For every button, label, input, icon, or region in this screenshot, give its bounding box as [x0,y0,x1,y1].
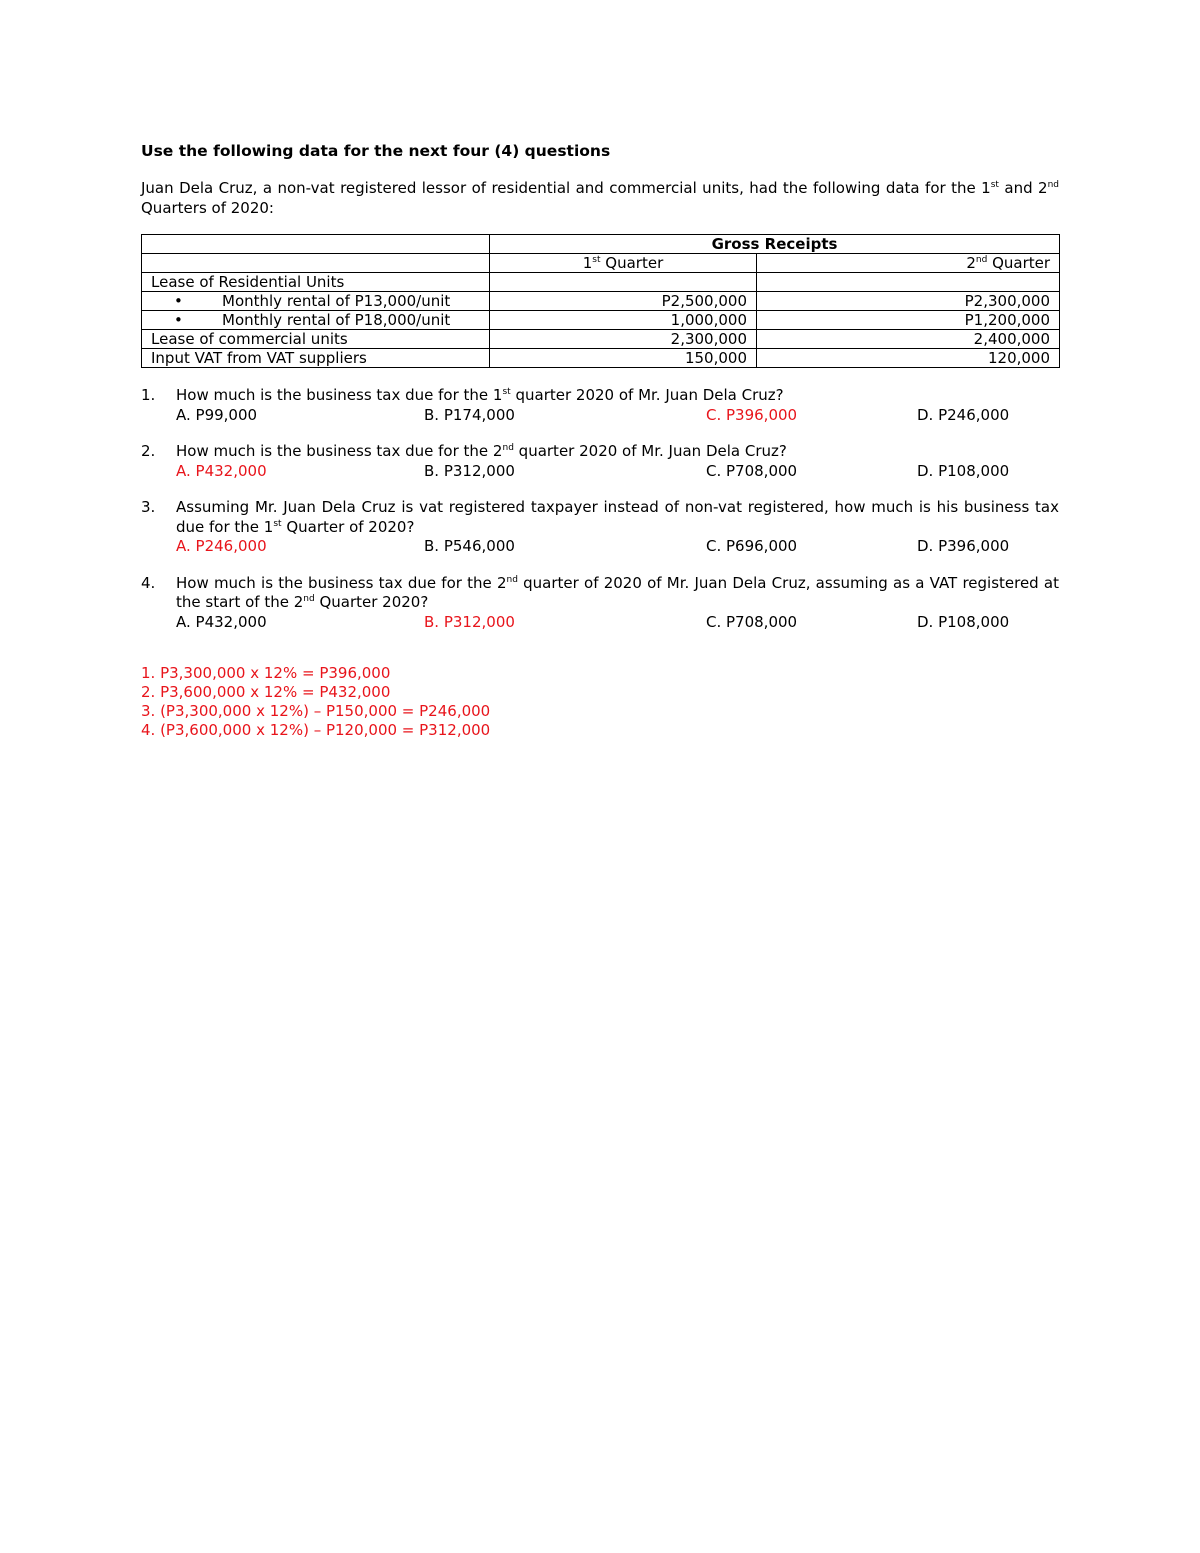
row-q1: 1,000,000 [490,311,757,330]
gross-receipts-header: Gross Receipts [490,235,1060,254]
intro-sup-1: st [990,180,999,190]
row-label: Input VAT from VAT suppliers [142,349,490,368]
question-text: Assuming Mr. Juan Dela Cruz is vat registered taxpayer instead of non-vat registered, how much is his business tax due for the 1st Quarter of 2020? [176,498,1059,536]
document-page [141,140,1059,740]
row-q1: P2,500,000 [490,292,757,311]
table-row [142,330,1060,349]
question-number: 3. [141,498,156,516]
question-4 [141,574,1059,633]
intro-text-2: and 2 [998,179,1048,197]
table-subheader-row [142,254,1060,273]
solution-line: 3. (P3,300,000 x 12%) – P150,000 = P246,000 [141,702,491,720]
question-text: How much is the business tax due for the 2nd quarter 2020 of Mr. Juan Dela Cruz? [176,442,787,460]
choice-d: D. P396,000 [917,537,1010,555]
header-empty-cell [142,235,490,254]
section-heading: Use the following data for the next four (4) questions [141,142,611,160]
answer-choices [176,613,1059,633]
row-q2: 120,000 [757,349,1060,368]
row-label: • Monthly rental of P13,000/unit [142,292,490,311]
choice-d: D. P108,000 [917,461,1010,480]
row-q2: 2,400,000 [757,330,1060,349]
row-label: Lease of Residential Units [142,273,490,292]
subheader-empty-cell [142,254,490,273]
choice-c-correct: C. P396,000 [706,405,798,424]
table-row [142,311,1060,330]
choice-b-correct: B. P312,000 [424,612,515,631]
solutions-block [141,664,1059,740]
question-number: 4. [141,573,156,592]
choice-b: B. P546,000 [424,537,515,555]
table-row [142,349,1060,368]
row-label: Lease of commercial units [142,330,490,349]
intro-text-3: Quarters of 2020: [141,199,274,217]
question-3 [141,498,1059,557]
bullet-icon: • [174,292,183,310]
choice-d: D. P246,000 [917,405,1010,424]
choice-a-correct: A. P246,000 [176,537,267,555]
answer-choices [176,537,1059,557]
choice-c: C. P708,000 [706,612,798,631]
choice-c: C. P708,000 [706,461,798,480]
question-text: How much is the business tax due for the 1st quarter 2020 of Mr. Juan Dela Cruz? [176,386,784,404]
question-text: How much is the business tax due for the 2nd quarter of 2020 of Mr. Juan Dela Cruz, assuming as a VAT registered at the start of the 2nd Quarter 2020? [176,573,1059,611]
choice-a: A. P432,000 [176,612,267,631]
question-number: 1. [141,386,156,404]
solution-line: 4. (P3,600,000 x 12%) – P120,000 = P312,000 [141,721,491,739]
bullet-icon: • [174,311,183,329]
question-list [141,386,1059,632]
table-row [142,292,1060,311]
row-label: • Monthly rental of P18,000/unit [142,311,490,330]
answer-choices [176,462,1059,482]
solution-line: 2. P3,600,000 x 12% = P432,000 [141,683,391,701]
row-q1: 150,000 [490,349,757,368]
choice-a: A. P99,000 [176,405,258,424]
choice-c: C. P696,000 [706,537,798,555]
q2-header: 2nd Quarter [757,254,1060,273]
solution-line: 1. P3,300,000 x 12% = P396,000 [141,664,391,682]
q1-header: 1st Quarter [490,254,757,273]
intro-text-1: Juan Dela Cruz, a non-vat registered lessor of residential and commercial units, had the following data for the 1 [141,179,991,197]
row-q2: P2,300,000 [757,292,1060,311]
gross-receipts-table [141,234,1060,368]
intro-sup-2: nd [1047,180,1059,190]
row-q2 [757,273,1060,292]
choice-d: D. P108,000 [917,612,1010,631]
row-q1 [490,273,757,292]
choice-a-correct: A. P432,000 [176,461,267,480]
question-1 [141,386,1059,425]
row-q2: P1,200,000 [757,311,1060,330]
question-2 [141,442,1059,481]
table-header-row [142,235,1060,254]
table-row [142,273,1060,292]
choice-b: B. P312,000 [424,461,515,480]
question-number: 2. [141,442,156,460]
intro-paragraph [141,178,1059,218]
row-q1: 2,300,000 [490,330,757,349]
choice-b: B. P174,000 [424,405,515,424]
answer-choices [176,406,1059,426]
